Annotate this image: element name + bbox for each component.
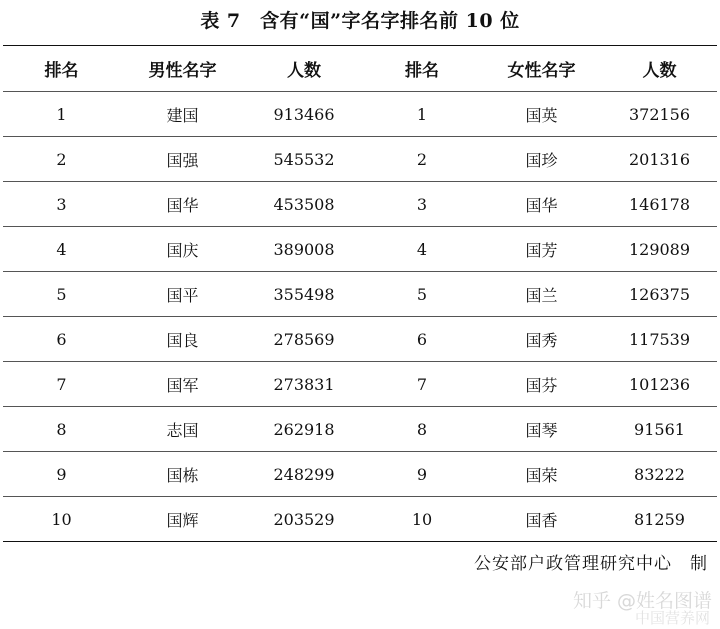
header-rank-male: 排名 — [3, 46, 120, 92]
female-name-cell: 国秀 — [481, 317, 602, 362]
female-rank-cell: 10 — [363, 497, 481, 542]
female-rank-cell: 6 — [363, 317, 481, 362]
table-title: 表 7 含有“国”字名字排名前 10 位 — [200, 10, 520, 32]
female-rank-cell: 1 — [363, 92, 481, 137]
table-header-row — [3, 46, 717, 92]
female-rank-cell: 2 — [363, 137, 481, 182]
male-name-cell: 国庆 — [120, 227, 245, 272]
table-row — [3, 137, 717, 182]
female-count-cell: 83222 — [602, 452, 717, 497]
female-name-cell: 国香 — [481, 497, 602, 542]
female-count-cell: 81259 — [602, 497, 717, 542]
female-rank-cell: 7 — [363, 362, 481, 407]
table-row — [3, 182, 717, 227]
table-row — [3, 452, 717, 497]
male-name-cell: 国军 — [120, 362, 245, 407]
male-rank-cell: 10 — [3, 497, 120, 542]
male-count-cell: 262918 — [245, 407, 363, 452]
table-row — [3, 407, 717, 452]
male-count-cell: 203529 — [245, 497, 363, 542]
male-name-cell: 国强 — [120, 137, 245, 182]
female-count-cell: 126375 — [602, 272, 717, 317]
male-rank-cell: 9 — [3, 452, 120, 497]
female-name-cell: 国英 — [481, 92, 602, 137]
table-row — [3, 317, 717, 362]
header-count-male: 人数 — [245, 46, 363, 92]
male-rank-cell: 6 — [3, 317, 120, 362]
header-count-female: 人数 — [602, 46, 717, 92]
female-rank-cell: 8 — [363, 407, 481, 452]
male-rank-cell: 1 — [3, 92, 120, 137]
header-rank-female: 排名 — [363, 46, 481, 92]
female-rank-cell: 9 — [363, 452, 481, 497]
male-rank-cell: 8 — [3, 407, 120, 452]
female-count-cell: 201316 — [602, 137, 717, 182]
male-name-cell: 国辉 — [120, 497, 245, 542]
female-rank-cell: 3 — [363, 182, 481, 227]
female-count-cell: 91561 — [602, 407, 717, 452]
male-name-cell: 国平 — [120, 272, 245, 317]
source-footer: 公安部户政管理研究中心 制 — [474, 554, 708, 574]
female-rank-cell: 4 — [363, 227, 481, 272]
male-rank-cell: 7 — [3, 362, 120, 407]
header-female-name: 女性名字 — [481, 46, 602, 92]
female-count-cell: 372156 — [602, 92, 717, 137]
table-row — [3, 272, 717, 317]
male-name-cell: 国栋 — [120, 452, 245, 497]
male-rank-cell: 3 — [3, 182, 120, 227]
female-count-cell: 146178 — [602, 182, 717, 227]
table-row — [3, 362, 717, 407]
male-count-cell: 389008 — [245, 227, 363, 272]
table-row — [3, 497, 717, 542]
table-body — [3, 92, 717, 542]
male-name-cell: 国良 — [120, 317, 245, 362]
table-row — [3, 92, 717, 137]
male-name-cell: 建国 — [120, 92, 245, 137]
male-name-cell: 国华 — [120, 182, 245, 227]
female-name-cell: 国芳 — [481, 227, 602, 272]
watermark-sub: 中国营养网 — [634, 609, 710, 627]
male-rank-cell: 4 — [3, 227, 120, 272]
name-ranking-table — [3, 45, 717, 542]
male-count-cell: 453508 — [245, 182, 363, 227]
female-count-cell: 117539 — [602, 317, 717, 362]
male-name-cell: 志国 — [120, 407, 245, 452]
female-count-cell: 129089 — [602, 227, 717, 272]
female-name-cell: 国荣 — [481, 452, 602, 497]
female-name-cell: 国芬 — [481, 362, 602, 407]
male-count-cell: 545532 — [245, 137, 363, 182]
female-rank-cell: 5 — [363, 272, 481, 317]
female-name-cell: 国珍 — [481, 137, 602, 182]
female-name-cell: 国琴 — [481, 407, 602, 452]
male-rank-cell: 2 — [3, 137, 120, 182]
female-name-cell: 国华 — [481, 182, 602, 227]
male-count-cell: 355498 — [245, 272, 363, 317]
male-rank-cell: 5 — [3, 272, 120, 317]
male-count-cell: 273831 — [245, 362, 363, 407]
male-count-cell: 278569 — [245, 317, 363, 362]
male-count-cell: 248299 — [245, 452, 363, 497]
female-count-cell: 101236 — [602, 362, 717, 407]
female-name-cell: 国兰 — [481, 272, 602, 317]
male-count-cell: 913466 — [245, 92, 363, 137]
header-male-name: 男性名字 — [120, 46, 245, 92]
table-row — [3, 227, 717, 272]
watermark: 知乎 @姓名图谱 — [572, 590, 712, 612]
